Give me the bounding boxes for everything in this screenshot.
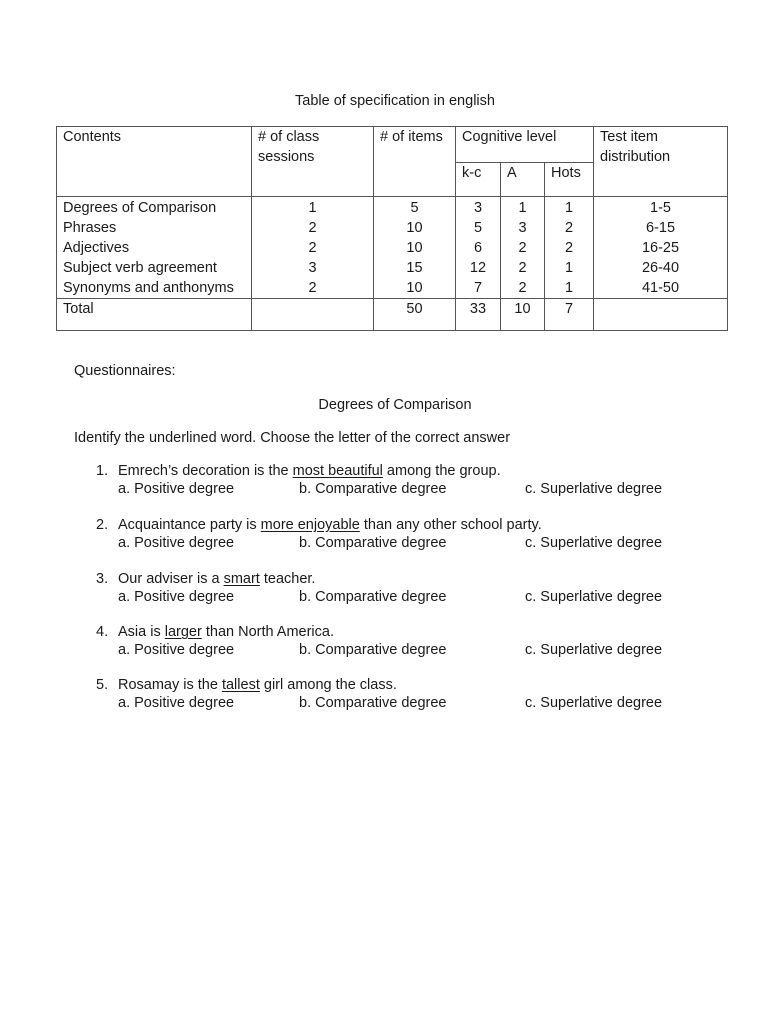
- sessions-cell: 2: [308, 240, 317, 256]
- content-cell: Adjectives: [63, 240, 130, 256]
- total-distribution: [594, 299, 728, 331]
- table-body-row: [57, 197, 728, 299]
- underlined-word: most beautiful: [292, 463, 383, 479]
- question-text: Acquaintance party is more enjoyable than any other school party.: [118, 517, 542, 533]
- content-cell: Phrases: [63, 220, 117, 236]
- distribution-cell: 6-15: [645, 220, 676, 236]
- question-text: Asia is larger than North America.: [118, 624, 334, 640]
- kc-cell: 3: [473, 200, 483, 216]
- underlined-word: tallest: [221, 677, 260, 693]
- option-a: a. Positive degree: [118, 589, 235, 605]
- header-a: A: [501, 163, 545, 197]
- hots-column: [545, 197, 594, 299]
- content-cell: Synonyms and anthonyms: [63, 280, 234, 296]
- header-class-sessions: # of class sessions: [252, 127, 374, 197]
- question-number: 4.: [96, 624, 109, 640]
- sessions-column: [252, 197, 374, 299]
- sessions-cell: 2: [308, 280, 317, 296]
- hots-cell: 2: [564, 220, 574, 236]
- header-hots: Hots: [545, 163, 594, 197]
- hots-cell: 1: [564, 280, 574, 296]
- question-number: 1.: [96, 463, 109, 479]
- sessions-cell: 3: [308, 260, 317, 276]
- option-c: c. Superlative degree: [525, 642, 663, 658]
- header-items: # of items: [374, 127, 456, 197]
- kc-column: [456, 197, 501, 299]
- total-a: 10: [501, 299, 545, 331]
- a-cell: 3: [518, 220, 527, 236]
- kc-cell: 7: [473, 280, 483, 296]
- underlined-word: more enjoyable: [260, 517, 360, 533]
- content-cell: Subject verb agreement: [63, 260, 217, 276]
- total-hots: 7: [545, 299, 594, 331]
- items-cell: 10: [406, 220, 423, 236]
- sessions-cell: 2: [308, 220, 317, 236]
- items-cell: 5: [410, 200, 419, 216]
- option-a: a. Positive degree: [118, 481, 235, 497]
- option-a: a. Positive degree: [118, 535, 235, 551]
- table-total-row: [57, 299, 728, 331]
- header-contents: Contents: [57, 127, 252, 197]
- a-cell: 1: [518, 200, 527, 216]
- option-b: b. Comparative degree: [299, 642, 447, 658]
- a-cell: 2: [518, 280, 527, 296]
- hots-cell: 2: [564, 240, 574, 256]
- total-kc: 33: [456, 299, 501, 331]
- total-label: Total: [57, 299, 252, 331]
- option-c: c. Superlative degree: [525, 535, 663, 551]
- items-cell: 10: [406, 240, 423, 256]
- option-b: b. Comparative degree: [299, 481, 447, 497]
- sessions-cell: 1: [308, 200, 317, 216]
- underlined-word: smart: [223, 571, 260, 587]
- document-title: Table of specification in english: [295, 93, 495, 109]
- option-a: a. Positive degree: [118, 695, 235, 711]
- total-items: 50: [374, 299, 456, 331]
- question-number: 5.: [96, 677, 109, 693]
- kc-cell: 6: [473, 240, 483, 256]
- items-cell: 15: [406, 260, 423, 276]
- distribution-cell: 1-5: [650, 200, 671, 216]
- hots-cell: 1: [564, 260, 574, 276]
- section-title: Degrees of Comparison: [318, 397, 472, 413]
- question-text: Our adviser is a smart teacher.: [118, 571, 316, 587]
- a-cell: 2: [518, 260, 527, 276]
- option-b: b. Comparative degree: [299, 535, 447, 551]
- question-text: Rosamay is the tallest girl among the class.: [118, 677, 397, 693]
- option-c: c. Superlative degree: [525, 481, 663, 497]
- a-column: [501, 197, 545, 299]
- question-number: 2.: [96, 517, 109, 533]
- table-header-row: [57, 127, 728, 163]
- underlined-word: larger: [164, 624, 202, 640]
- question-text: Emrech’s decoration is the most beautiful among the group.: [118, 463, 501, 479]
- option-b: b. Comparative degree: [299, 589, 447, 605]
- distribution-cell: 26-40: [641, 260, 680, 276]
- contents-column: [57, 197, 252, 299]
- question-number: 3.: [96, 571, 109, 587]
- a-cell: 2: [518, 240, 527, 256]
- distribution-column: [594, 197, 728, 299]
- header-test-item-distribution: Test item distribution: [594, 127, 728, 197]
- option-b: b. Comparative degree: [299, 695, 447, 711]
- header-kc: k-c: [456, 163, 501, 197]
- items-cell: 10: [406, 280, 423, 296]
- option-a: a. Positive degree: [118, 642, 235, 658]
- content-cell: Degrees of Comparison: [63, 200, 217, 216]
- option-c: c. Superlative degree: [525, 589, 663, 605]
- header-cognitive-level: Cognitive level: [456, 127, 594, 163]
- hots-cell: 1: [564, 200, 574, 216]
- total-sessions: [252, 299, 374, 331]
- distribution-cell: 16-25: [641, 240, 680, 256]
- kc-cell: 12: [469, 260, 487, 276]
- items-column: [374, 197, 456, 299]
- specification-table: [56, 126, 728, 331]
- distribution-cell: 41-50: [641, 280, 680, 296]
- questionnaires-label: Questionnaires:: [74, 363, 176, 379]
- option-c: c. Superlative degree: [525, 695, 663, 711]
- kc-cell: 5: [473, 220, 483, 236]
- instructions: Identify the underlined word. Choose the letter of the correct answer: [74, 430, 511, 446]
